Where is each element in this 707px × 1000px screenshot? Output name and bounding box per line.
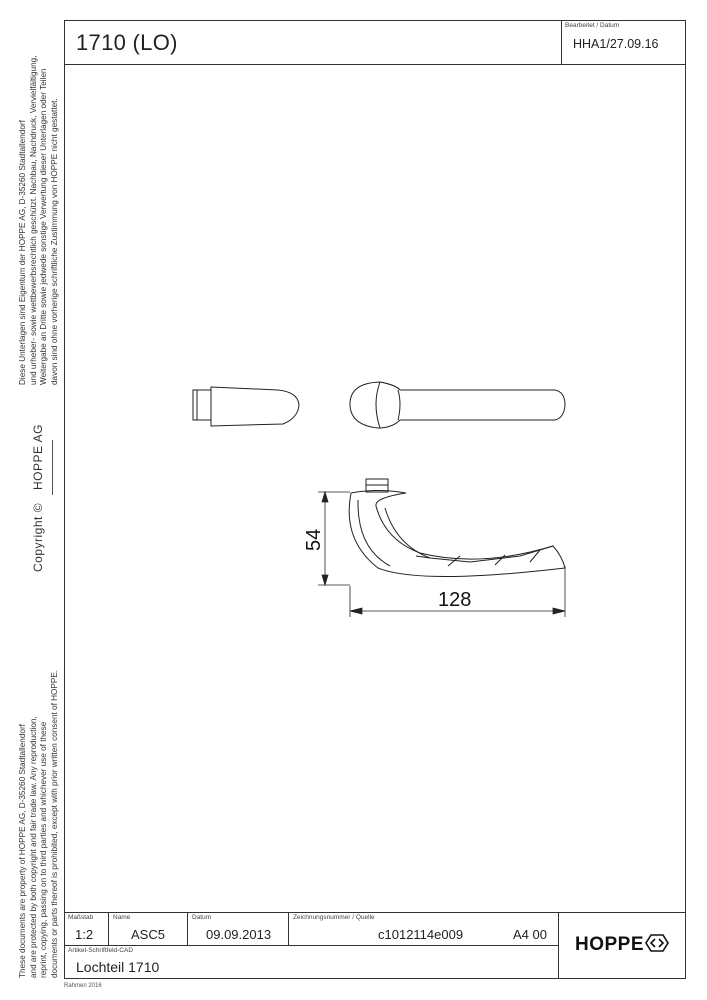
article-value: Lochteil 1710 [76, 959, 160, 975]
legal-en-line: reprint, copying, passing on to third parties and whichever use of these [39, 721, 49, 978]
logo-text: HOPPE [575, 934, 645, 955]
legal-de-line: Diese Unterlagen sind Eigentum der HOPPE AG, D-35260 Stadtallendorf [18, 120, 27, 385]
format-value: A4 00 [513, 927, 547, 942]
drawing-number-value: c1012114e009 [378, 927, 464, 942]
titleblock-mid [64, 945, 558, 946]
lever-top-view [349, 479, 565, 577]
date-label: Datum [192, 914, 212, 921]
drawing-number-label: Zeichnungsnummer / Quelle [293, 914, 375, 921]
titleblock-v4 [558, 912, 559, 979]
article-label: Artikel-Schriftfeld-CAD [68, 947, 134, 954]
legal-de-line: Weitergabe an Dritte sowie jedwede sonstige Verwertung dieser Unterlagen oder Teilen [39, 68, 49, 385]
page-title: 1710 (LO) [76, 30, 178, 55]
hoppe-logo-icon [645, 934, 669, 952]
name-value: ASC5 [131, 927, 165, 942]
rosette-side-view [193, 387, 299, 426]
frame-label: Rahmen 2016 [64, 983, 102, 989]
legal-de-line: davon sind ohne vorherige schriftliche Zustimmung von HOPPE nicht gestattet. [49, 98, 59, 385]
side-copyright: Copyright © [31, 502, 45, 572]
legal-en-line: and are protected by both copyright and fair trade law. Any reproduction, [28, 716, 38, 978]
scale-label: Maßstab [68, 914, 94, 921]
legal-en-line: These documents are property of HOPPE AG, D-35260 Stadtallendorf [18, 724, 27, 978]
name-label: Name [113, 914, 131, 921]
legal-en-line: documents or parts thereof is prohibited, except with prior written consent of HOPPE. [49, 669, 59, 978]
dimension-height-label: 54 [303, 528, 325, 551]
dimension-width-label: 128 [438, 589, 472, 611]
side-company: HOPPE AG [31, 423, 45, 490]
titleblock-v2 [187, 912, 188, 945]
date-value: 09.09.2013 [206, 927, 272, 942]
lever-side-view [350, 382, 565, 428]
legal-de-line: und urheber- sowie wettbewerbsrechtlich geschützt. Nachbau, Nachdruck, Vervielfältigung, [28, 55, 38, 385]
edited-label: Bearbeitet / Datum [565, 22, 620, 29]
hoppe-logo [575, 934, 669, 956]
titleblock-v1 [108, 912, 109, 945]
titleblock-v3 [288, 912, 289, 945]
titleblock-top [64, 912, 686, 913]
edited-value: HHA1/27.09.16 [573, 37, 659, 51]
scale-value: 1:2 [75, 927, 94, 942]
